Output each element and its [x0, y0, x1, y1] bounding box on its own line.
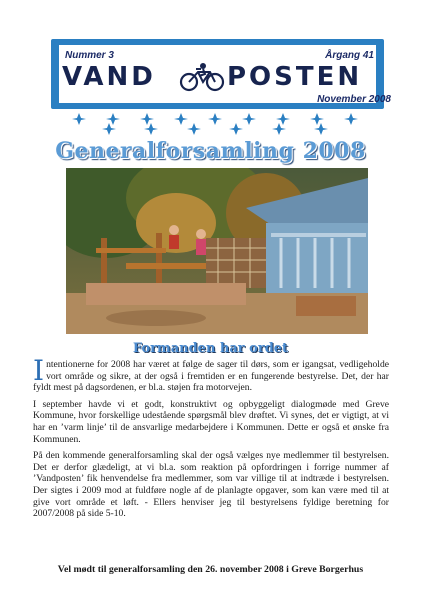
ornament-icon [227, 122, 245, 136]
masthead-title [62, 62, 372, 92]
article-paragraph-2: I september havde vi et godt, konstruktivt og opbyggeligt dialogmøde med Greve Kommune, hvor forskellige udestående spørgsmål blev drøftet. Vi synes, det er vigtigt, at vi har en ’varm linje’ til de ansvarlige medarbejdere i Kommunen. Dette er også et ønske fra Kommunen. [33, 398, 389, 445]
ornament-icon [100, 122, 118, 136]
volume-label: Årgang 41 [325, 50, 374, 61]
title-right: POSTEN [227, 62, 363, 92]
ornament-icon [185, 122, 203, 136]
article-body [33, 354, 389, 525]
ornament-icon [270, 122, 288, 136]
article-paragraph-3: På den kommende generalforsamling skal der også vælges nye medlemmer til bestyrelsen. Det er derfor glædeligt, at vi bl.a. som reaktion på opfordringen i forrige nummer af ’Vandposten’ fik henvendelse fra medlemmer, som var villige til at indtræde i bestyrelsen. Der sigtes i 2009 mod at fuldføre nogle af de planlagte opgaver, som kan være med til at give vort område et løft. - Ellers henviser jeg til bestyrelsens fyldige beretning for 2007/2008 på side 5-10. [33, 450, 389, 520]
paragraph-1-text: ntentionerne for 2008 har været at følge de sager til dørs, som er igangsat, vedligeholde vort område og sikre, at der også i fremtiden er en fungerende bestyrelse. Det, der har fyldt mest på dagsordenen, er bl.a. støjen fra motorvejen. [33, 359, 389, 394]
title-left: VAND [62, 62, 156, 92]
ornament-icon [312, 122, 330, 136]
playground-photo [66, 168, 368, 334]
ornament-icon [70, 112, 88, 126]
headline: Generalforsamling 2008 [55, 138, 366, 164]
ornament-icon [142, 122, 160, 136]
article-paragraph-1 [33, 354, 389, 394]
drop-cap: I [33, 354, 45, 387]
ornament-icon [342, 112, 360, 126]
subheadline: Formanden har ordet [132, 341, 289, 356]
bicycle-icon [178, 62, 226, 92]
ornament-row-bottom [100, 122, 330, 136]
issue-date: November 2008 [317, 94, 391, 105]
closing-line: Vel mødt til generalforsamling den 26. november 2008 i Greve Borgerhus [57, 564, 364, 575]
issue-number: Nummer 3 [65, 50, 114, 61]
